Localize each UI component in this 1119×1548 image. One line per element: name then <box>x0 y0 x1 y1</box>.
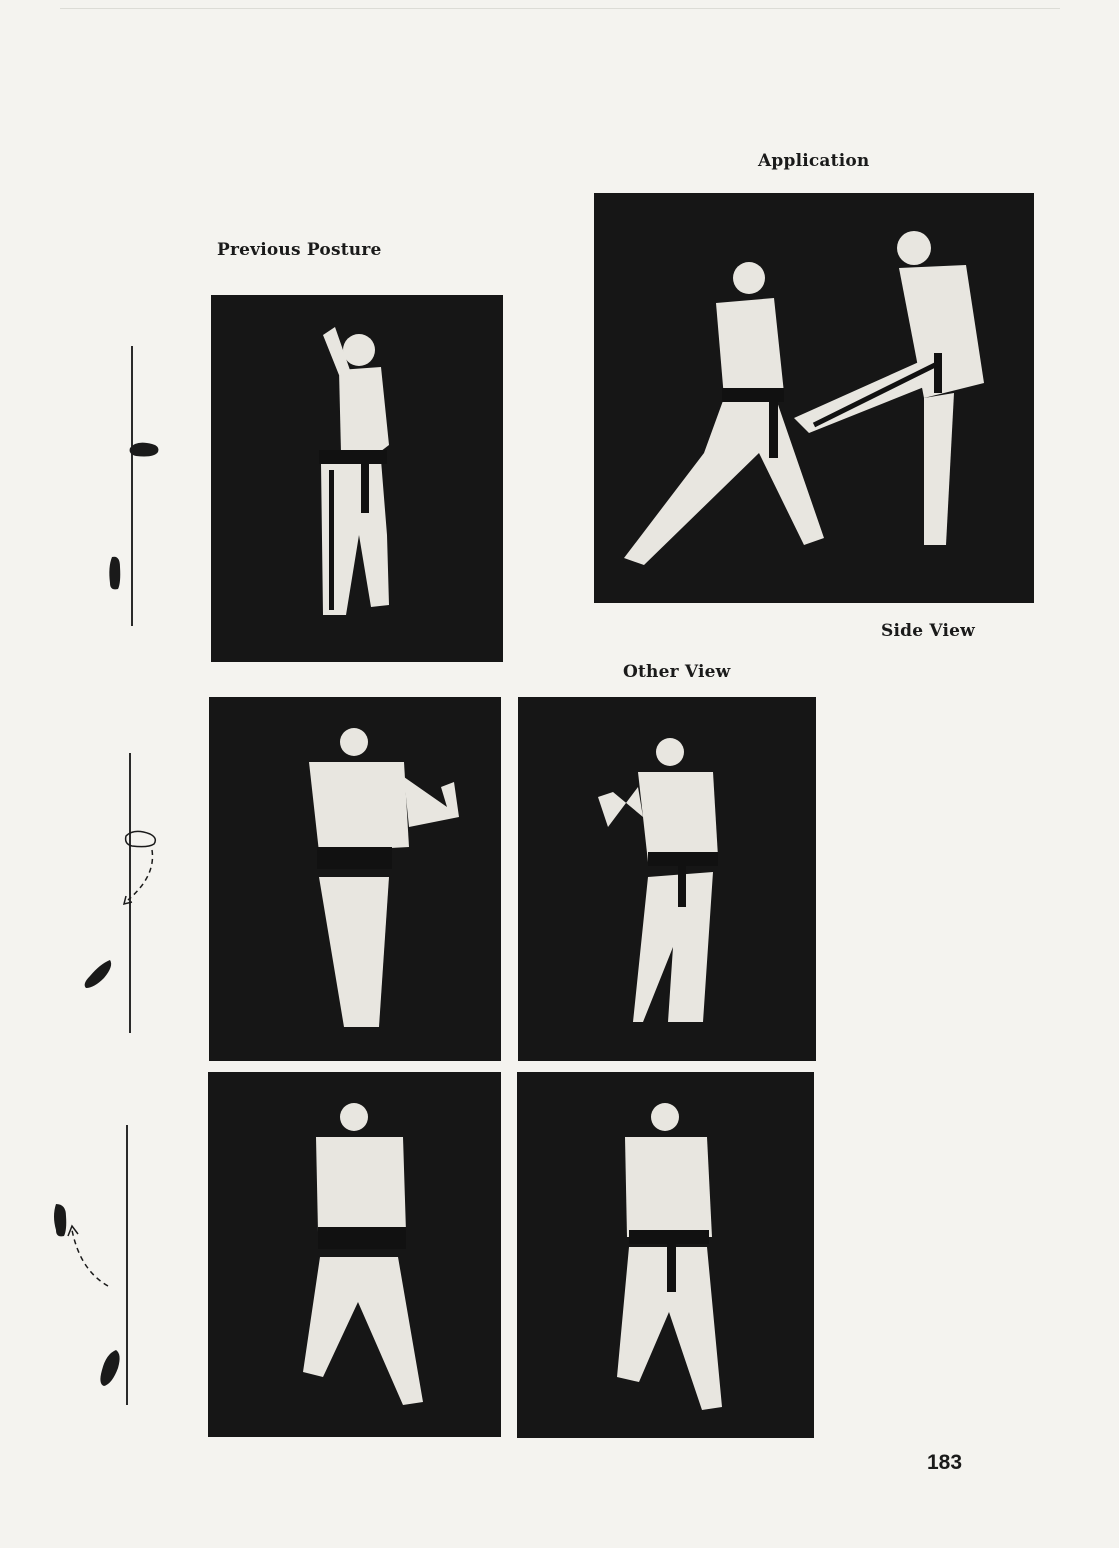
caption-previous-posture: Previous Posture <box>217 240 382 260</box>
footprint-icon <box>126 436 166 462</box>
footwork-line-3 <box>126 1125 128 1405</box>
top-scan-edge <box>60 8 1060 9</box>
footprint-icon <box>104 553 128 593</box>
footprint-outline-icon <box>120 826 164 906</box>
caption-other-view: Other View <box>623 662 731 682</box>
footprint-turn-icon <box>50 1200 116 1292</box>
photo-other-view-turn <box>518 697 816 1061</box>
caption-application: Application <box>758 151 870 171</box>
photo-previous-posture <box>211 295 503 662</box>
photo-application <box>594 193 1034 603</box>
caption-side-view: Side View <box>881 621 975 641</box>
footprint-icon <box>80 956 116 992</box>
photo-back-view-ready <box>208 1072 501 1437</box>
footprint-icon <box>94 1346 124 1390</box>
photo-back-view-turn <box>209 697 501 1061</box>
page-number: 183 <box>927 1451 963 1474</box>
footwork-line-1 <box>131 346 133 626</box>
photo-other-view-ready <box>517 1072 814 1438</box>
